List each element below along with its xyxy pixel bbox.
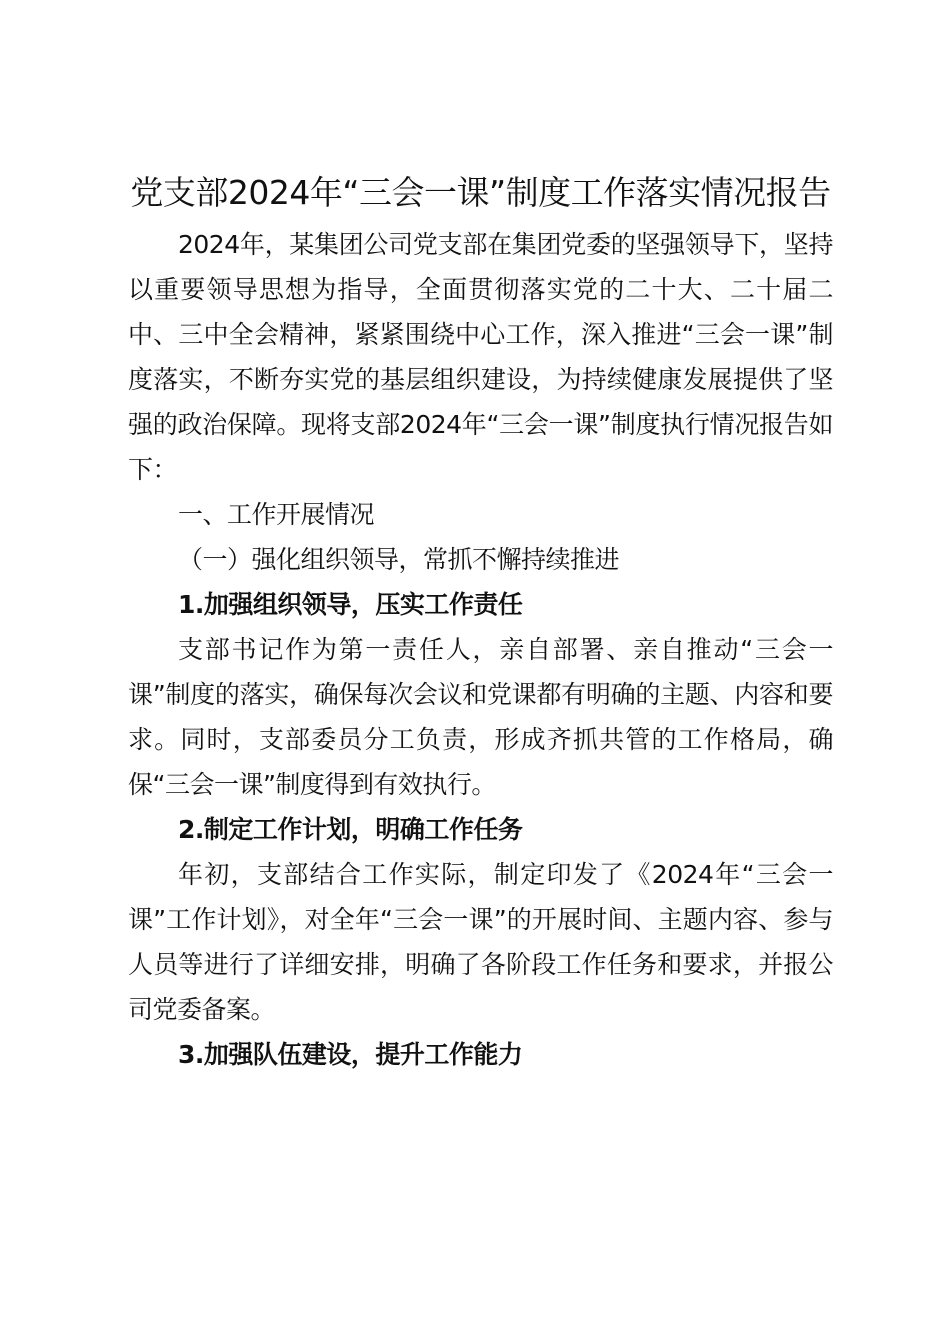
heading-item-3: 3.加强队伍建设，提升工作能力 bbox=[178, 1040, 523, 1069]
document-title: 党支部2024年“三会一课”制度工作落实情况报告 bbox=[130, 173, 831, 212]
paragraph-item-2: 年初，支部结合工作实际，制定印发了《2024年“三会一课”工作计划》，对全年“三会一课”的开展时间、主题内容、参与人员等进行了详细安排，明确了各阶段工作任务和要求，并报公司党委备案。 bbox=[128, 860, 833, 1024]
document-page bbox=[128, 166, 833, 1077]
heading-subsection-1: （一）强化组织领导，常抓不懈持续推进 bbox=[178, 545, 620, 574]
heading-item-2: 2.制定工作计划，明确工作任务 bbox=[178, 815, 523, 844]
paragraph-item-1: 支部书记作为第一责任人，亲自部署、亲自推动“三会一课”制度的落实，确保每次会议和党课都有明确的主题、内容和要求。同时，支部委员分工负责，形成齐抓共管的工作格局，确保“三会一课”制度得到有效执行。 bbox=[128, 635, 833, 799]
heading-item-1: 1.加强组织领导，压实工作责任 bbox=[178, 590, 523, 619]
paragraph-intro: 2024年，某集团公司党支部在集团党委的坚强领导下，坚持以重要领导思想为指导，全面贯彻落实党的二十大、二十届二中、三中全会精神，紧紧围绕中心工作，深入推进“三会一课”制度落实，不断夯实党的基层组织建设，为持续健康发展提供了坚强的政治保障。现将支部2024年“三会一课”制度执行情况报告如下： bbox=[128, 230, 833, 484]
heading-section-1: 一、工作开展情况 bbox=[178, 500, 375, 529]
